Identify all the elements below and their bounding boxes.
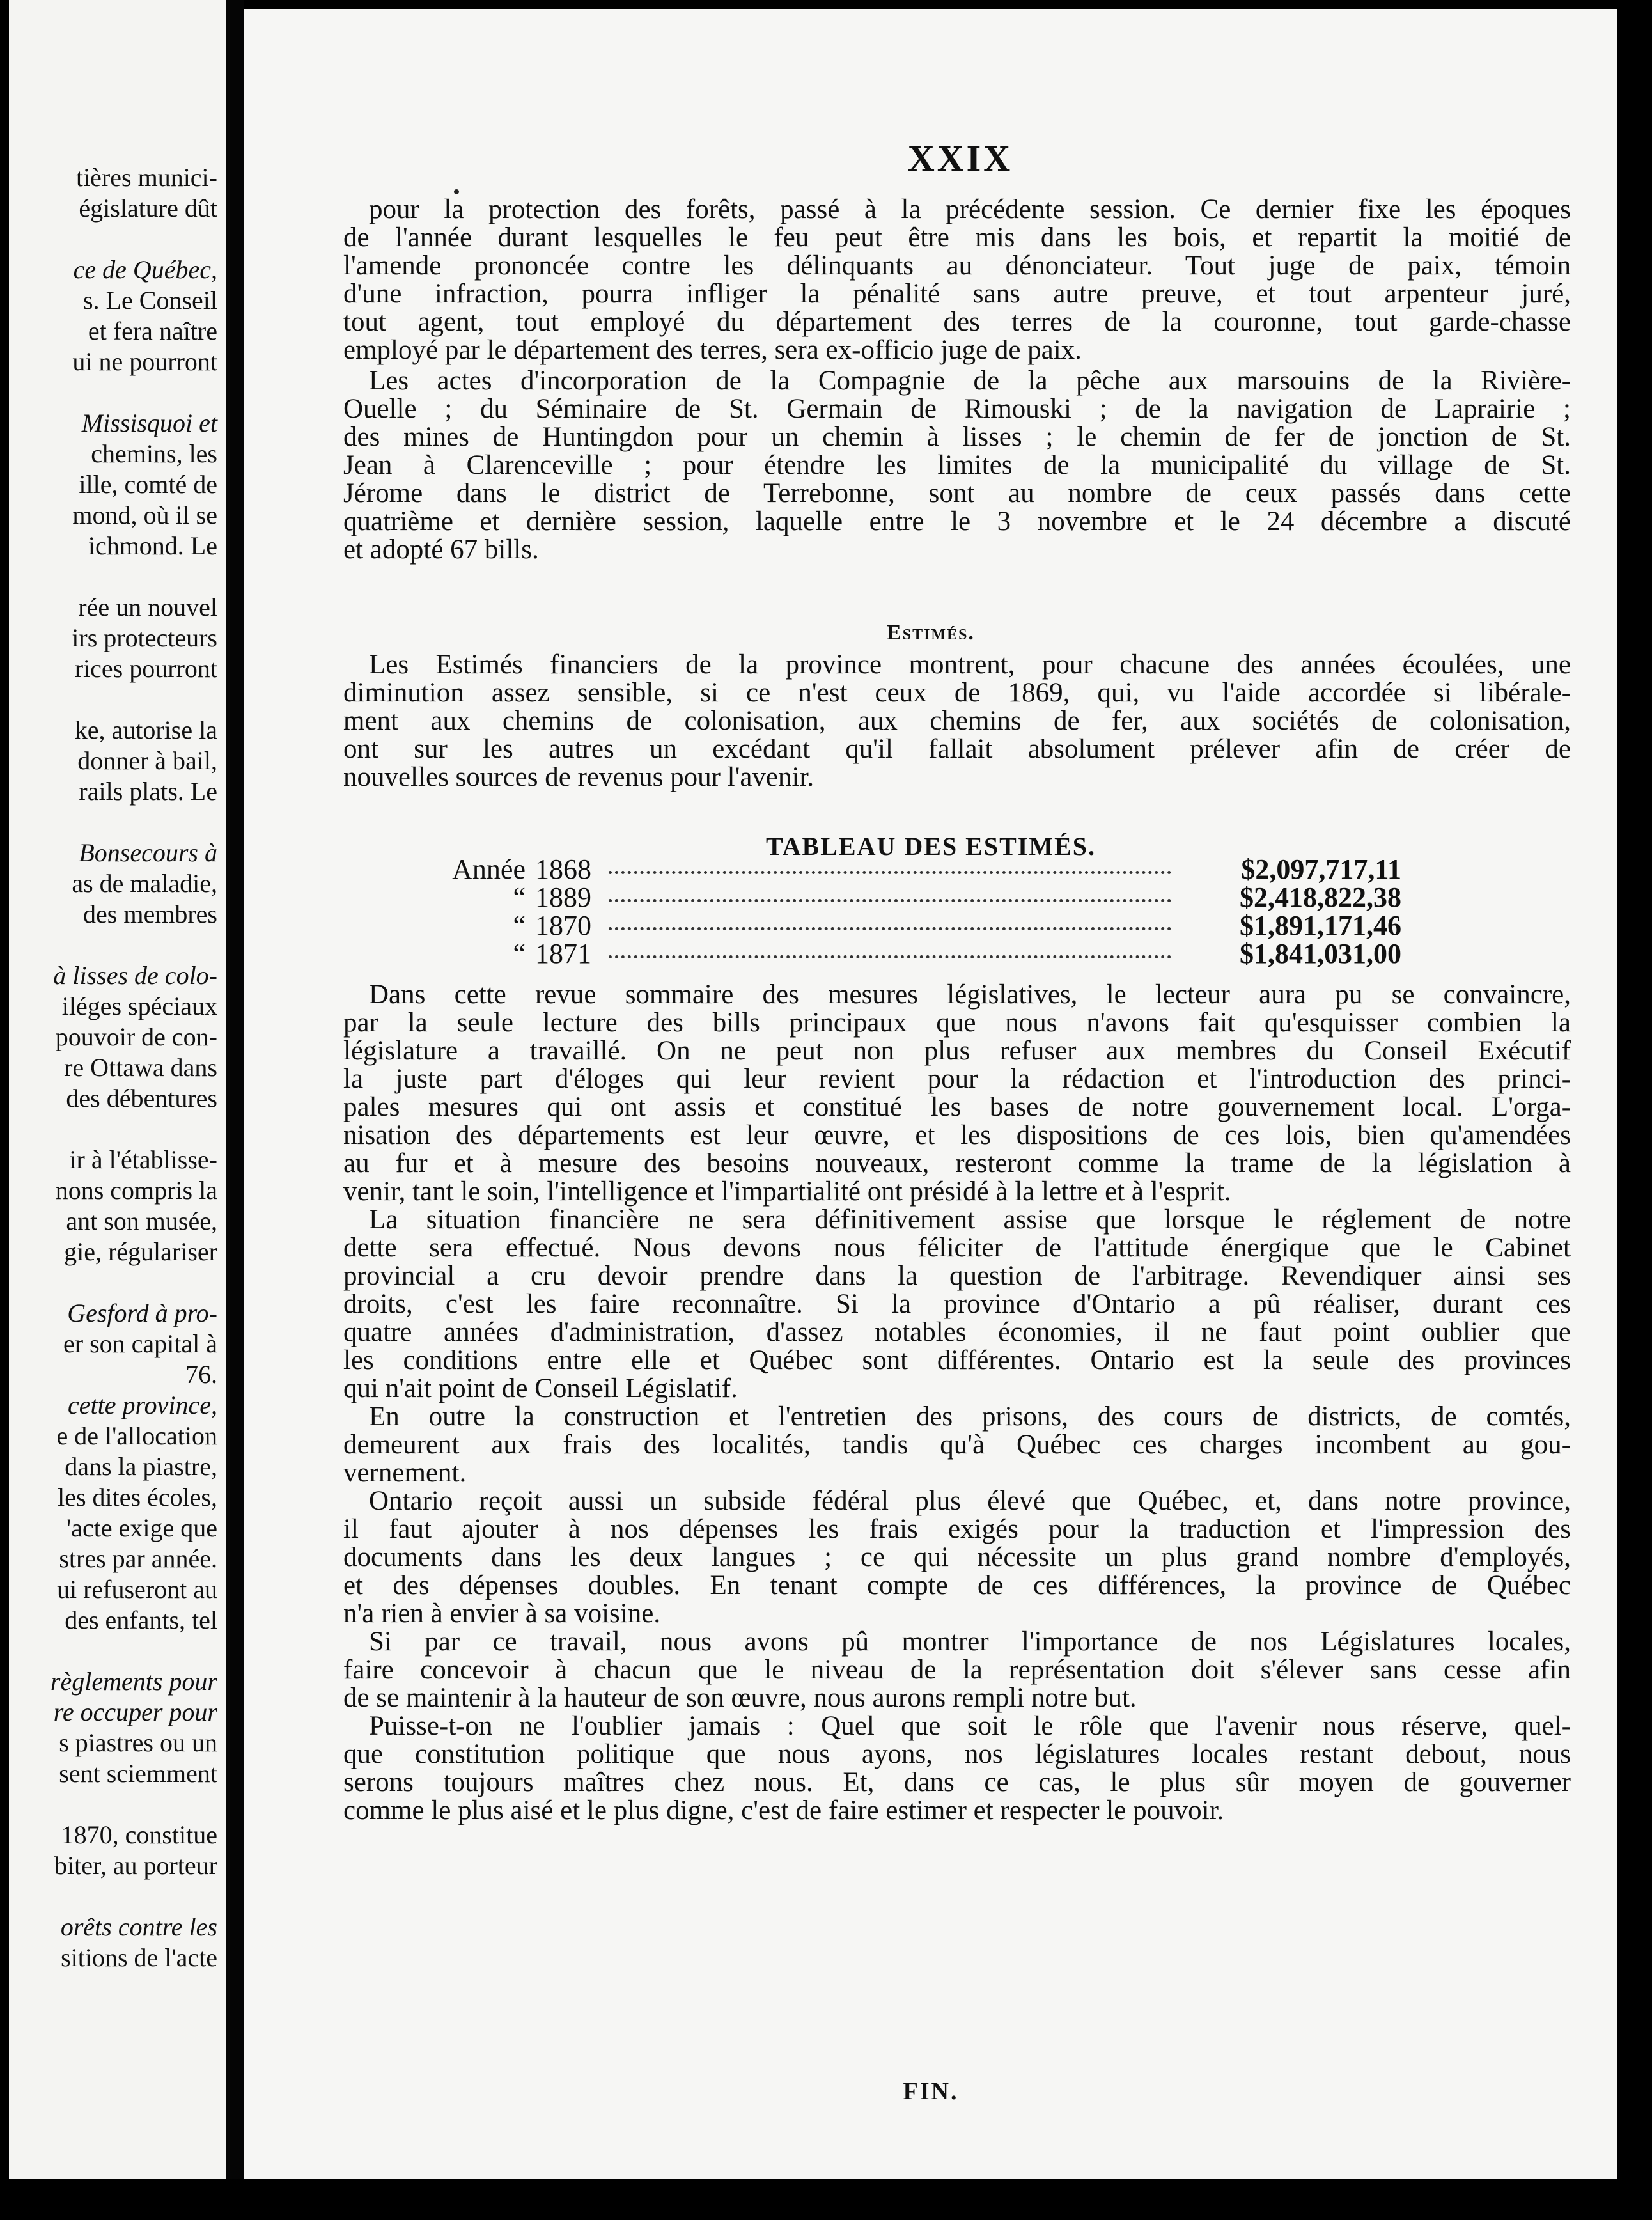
leader-dots — [609, 893, 1171, 902]
row-year: 1889 — [535, 882, 591, 913]
row-year: 1868 — [535, 854, 591, 885]
text-line: pour la protection des forêts, passé à la précédente session. Ce dernier fixe les époques — [369, 194, 1571, 224]
text-line: Dans cette revue sommaire des mesures législatives, le lecteur aura pu se convaincre, — [369, 980, 1571, 1010]
left-page-line: iléges spéciaux — [61, 992, 217, 1020]
text-line: Puisse-t-on ne l'oublier jamais : Quel que soit le rôle que l'avenir nous réserve, quel- — [369, 1711, 1571, 1741]
paragraph-revue — [343, 981, 1571, 1206]
right-page — [244, 9, 1617, 2179]
text-line: ment aux chemins de colonisation, aux chemins de fer, aux sociétés de colonisation, — [343, 706, 1571, 736]
text-line: serons toujours maîtres chez nous. Et, dans ce cas, le plus sûr moyen de gouverner — [343, 1767, 1571, 1797]
paragraph-actes — [343, 367, 1571, 564]
table-row — [423, 937, 1401, 969]
row-amount: $2,418,822,38 — [1240, 882, 1401, 913]
text-line: d'une infraction, pourra infliger la pénalité sans autre preuve, et tout arpenteur juré, — [343, 279, 1571, 309]
left-page-line: gie, régulariser — [64, 1237, 217, 1266]
table-row — [423, 909, 1401, 941]
left-page-line: les dites écoles, — [58, 1483, 217, 1512]
left-page-line: ille, comté de — [79, 470, 217, 499]
paragraph-situation — [343, 1206, 1571, 1403]
paragraph-prisons — [343, 1403, 1571, 1487]
left-page-line: ui ne pourront — [72, 347, 217, 376]
paragraph-estimes — [343, 651, 1571, 792]
text-line: dette sera effectué. Nous devons nous féliciter de l'attitude énergique que le Cabinet — [343, 1233, 1571, 1263]
row-label: Année — [452, 854, 526, 885]
text-line: les conditions entre elle et Québec sont différentes. Ontario est la seule des provinces — [343, 1345, 1571, 1375]
left-page-line: ichmond. Le — [88, 531, 217, 560]
left-page-line: rails plats. Le — [79, 777, 217, 806]
left-page-line: chemins, les — [91, 439, 217, 468]
text-line: quatrième et dernière session, laquelle entre le 3 novembre et le 24 décembre a discuté — [343, 506, 1571, 536]
text-line: Ouelle ; du Séminaire de St. Germain de Rimouski ; de la navigation de Laprairie ; — [343, 394, 1571, 424]
text-line: au fur et à mesure des besoins nouveaux, resteront comme la trame de la législation à — [343, 1148, 1571, 1178]
left-page-line: sitions de l'acte — [61, 1943, 217, 1972]
row-amount: $1,841,031,00 — [1240, 938, 1401, 969]
fin-mark: FIN. — [903, 2078, 959, 2105]
text-line: qui n'ait point de Conseil Législatif. — [343, 1373, 738, 1403]
left-page-line: ant son musée, — [66, 1207, 217, 1235]
text-line: La situation financière ne sera définitivement assise que lorsque le réglement de notre — [369, 1205, 1571, 1235]
book-gutter — [226, 0, 244, 2220]
text-line: venir, tant le soin, l'intelligence et l'impartialité ont présidé à la lettre et à l'esprit. — [343, 1176, 1231, 1207]
leader-dots — [609, 949, 1171, 958]
text-line: droits, c'est les faire reconnaître. Si la province d'Ontario a pû réaliser, durant ces — [343, 1289, 1571, 1319]
row-year: 1870 — [535, 910, 591, 941]
text-line: ont sur les autres un excédant qu'il fallait absolument prélever afin de créer de — [343, 734, 1571, 764]
left-page-line: re occuper pour — [53, 1698, 217, 1726]
left-page-line: 1870, constitue — [61, 1820, 217, 1849]
leader-dots — [609, 921, 1171, 930]
text-line: par la seule lecture des bills principaux que nous n'avons fait qu'esquisser combien la — [343, 1008, 1571, 1038]
row-amount: $1,891,171,46 — [1240, 910, 1401, 941]
left-page-line: dans la piastre, — [65, 1452, 217, 1481]
left-page-line: re Ottawa dans — [64, 1053, 217, 1082]
left-page-line: à lisses de colo- — [53, 961, 217, 990]
left-page-line: pouvoir de con- — [55, 1022, 217, 1051]
text-line: tout agent, tout employé du département des terres de la couronne, tout garde-chasse — [343, 307, 1571, 337]
text-line: n'a rien à envier à sa voisine. — [343, 1599, 661, 1629]
text-line: Si par ce travail, nous avons pû montrer l'importance de nos Législatures locales, — [369, 1627, 1571, 1657]
left-page-line: règlements pour — [50, 1667, 217, 1696]
paragraph-ontario — [343, 1487, 1571, 1628]
row-amount: $2,097,717,11 — [1241, 854, 1401, 885]
scan-border-left — [0, 0, 9, 2220]
section-heading-estimes: Estimés. — [887, 621, 975, 645]
left-page-line: rée un nouvel — [78, 593, 217, 621]
left-page-line: orêts contre les — [60, 1912, 217, 1941]
text-line: et des dépenses doubles. En tenant compte de ces différences, la province de Québec — [343, 1570, 1571, 1600]
left-page-line: er son capital à — [63, 1329, 217, 1358]
table-row — [423, 853, 1401, 885]
text-line: provincial a cru devoir prendre dans la question de l'arbitrage. Revendiquer ainsi ses — [343, 1261, 1571, 1291]
text-line: comme le plus aisé et le plus digne, c'est de faire estimer et respecter le pouvoir. — [343, 1795, 1224, 1825]
left-page-line: des enfants, tel — [65, 1606, 217, 1634]
left-page-line: 76. — [185, 1360, 217, 1389]
left-page-line: sent sciemment — [59, 1759, 217, 1788]
left-page-line: biter, au porteur — [54, 1851, 217, 1880]
left-page-line: ui refuseront au — [56, 1575, 217, 1604]
text-line: pales mesures qui ont assis et constitué les bases de notre gouvernement local. L'orga- — [343, 1092, 1571, 1122]
left-page-line: Gesford à pro- — [67, 1299, 217, 1327]
paragraph-travail — [343, 1628, 1571, 1712]
text-line: de l'année durant lesquelles le feu peut être mis dans les bois, et repartit la moitié de — [343, 223, 1571, 253]
text-line: diminution assez sensible, si ce n'est ceux de 1869, qui, vu l'aide accordée si libérale- — [343, 678, 1571, 708]
text-line: que constitution politique que nous ayons, nos législatures locales restant debout, nous — [343, 1739, 1571, 1769]
left-page-fragment — [9, 0, 226, 2220]
scan-border-right — [1617, 0, 1652, 2220]
left-page-line: donner à bail, — [77, 746, 217, 775]
paragraph-forets — [343, 196, 1571, 364]
left-page-line: nons compris la — [55, 1176, 217, 1205]
text-line: quatre années d'administration, d'assez notables économies, il ne faut point oublier que — [343, 1317, 1571, 1347]
text-line: Les Estimés financiers de la province montrent, pour chacune des années écoulées, une — [369, 650, 1571, 680]
text-line: des mines de Huntingdon pour un chemin à lisses ; le chemin de fer de jonction de St. — [343, 422, 1571, 452]
left-page-line: ir à l'établisse- — [69, 1145, 217, 1174]
row-year: 1871 — [535, 938, 591, 969]
row-label: “ — [513, 910, 526, 941]
left-page-line: e de l'allocation — [56, 1421, 217, 1450]
text-line: de se maintenir à la hauteur de son œuvre, nous aurons rempli notre but. — [343, 1683, 1137, 1713]
text-line: employé par le département des terres, sera ex-officio juge de paix. — [343, 335, 1082, 365]
paragraph-conclusion — [343, 1712, 1571, 1825]
left-page-line: mond, où il se — [72, 501, 217, 529]
left-page-line: ce de Québec, — [73, 255, 217, 284]
table-title: TABLEAU DES ESTIMÉS. — [765, 832, 1096, 861]
left-page-line: tières munici- — [75, 163, 217, 192]
row-label: “ — [513, 938, 526, 969]
text-line: Jean à Clarenceville ; pour étendre les limites de la municipalité du village de St. — [343, 450, 1571, 480]
text-line: En outre la construction et l'entretien des prisons, des cours de districts, de comtés, — [369, 1402, 1571, 1432]
left-page-line: irs protecteurs — [72, 623, 217, 652]
text-line: faire concevoir à chacun que le niveau de la représentation doit s'élever sans cesse afin — [343, 1655, 1571, 1685]
row-label: “ — [513, 882, 526, 913]
page-number: XXIX — [907, 137, 1013, 179]
left-page-line: et fera naître — [88, 317, 217, 345]
text-line: documents dans les deux langues ; ce qui nécessite un plus grand nombre d'employés, — [343, 1542, 1571, 1572]
text-line: l'amende prononcée contre les délinquants au dénonciateur. Tout juge de paix, témoin — [343, 251, 1571, 281]
text-line: il faut ajouter à nos dépenses les frais exigés pour la traduction et l'impression des — [343, 1514, 1571, 1544]
left-page-line: Missisquoi et — [81, 409, 217, 437]
text-line: Jérome dans le district de Terrebonne, sont au nombre de ceux passés dans cette — [343, 478, 1571, 508]
text-line: demeurent aux frais des localités, tandis qu'à Québec ces charges incombent au gou- — [343, 1430, 1571, 1460]
left-page-line: rices pourront — [74, 654, 217, 683]
left-page-line: 'acte exige que — [66, 1513, 217, 1542]
leader-dots — [609, 864, 1171, 874]
left-page-line: égislature dût — [79, 194, 217, 223]
text-line: législature a travaillé. On ne peut non plus refuser aux membres du Conseil Exécutif — [343, 1036, 1571, 1066]
left-page-line: cette province, — [68, 1391, 217, 1419]
text-line: la juste part d'éloges qui leur revient pour la rédaction et l'introduction des princi- — [343, 1064, 1571, 1094]
left-page-line: s. Le Conseil — [83, 286, 217, 315]
left-page-line: des débentures — [66, 1084, 217, 1113]
text-line: nouvelles sources de revenus pour l'avenir. — [343, 762, 814, 792]
text-line: Ontario reçoit aussi un subside fédéral plus élevé que Québec, et, dans notre province, — [369, 1486, 1571, 1516]
text-line: et adopté 67 bills. — [343, 535, 539, 565]
text-line: Les actes d'incorporation de la Compagnie de la pêche aux marsouins de la Rivière- — [369, 366, 1571, 396]
text-line: vernement. — [343, 1458, 467, 1488]
left-page-line: s piastres ou un — [59, 1728, 217, 1757]
scan-border-bottom — [0, 2179, 1652, 2220]
ink-dot — [454, 189, 459, 194]
text-line: nisation des départements est leur œuvre, et les dispositions de ces lois, bien qu'amendées — [343, 1120, 1571, 1150]
left-page-line: as de maladie, — [72, 869, 217, 898]
left-page-line: ke, autorise la — [74, 715, 217, 744]
left-page-line: Bonsecours à — [79, 838, 217, 867]
table-row — [423, 881, 1401, 913]
left-page-line: stres par année. — [59, 1544, 217, 1573]
left-page-line: des membres — [83, 900, 217, 928]
